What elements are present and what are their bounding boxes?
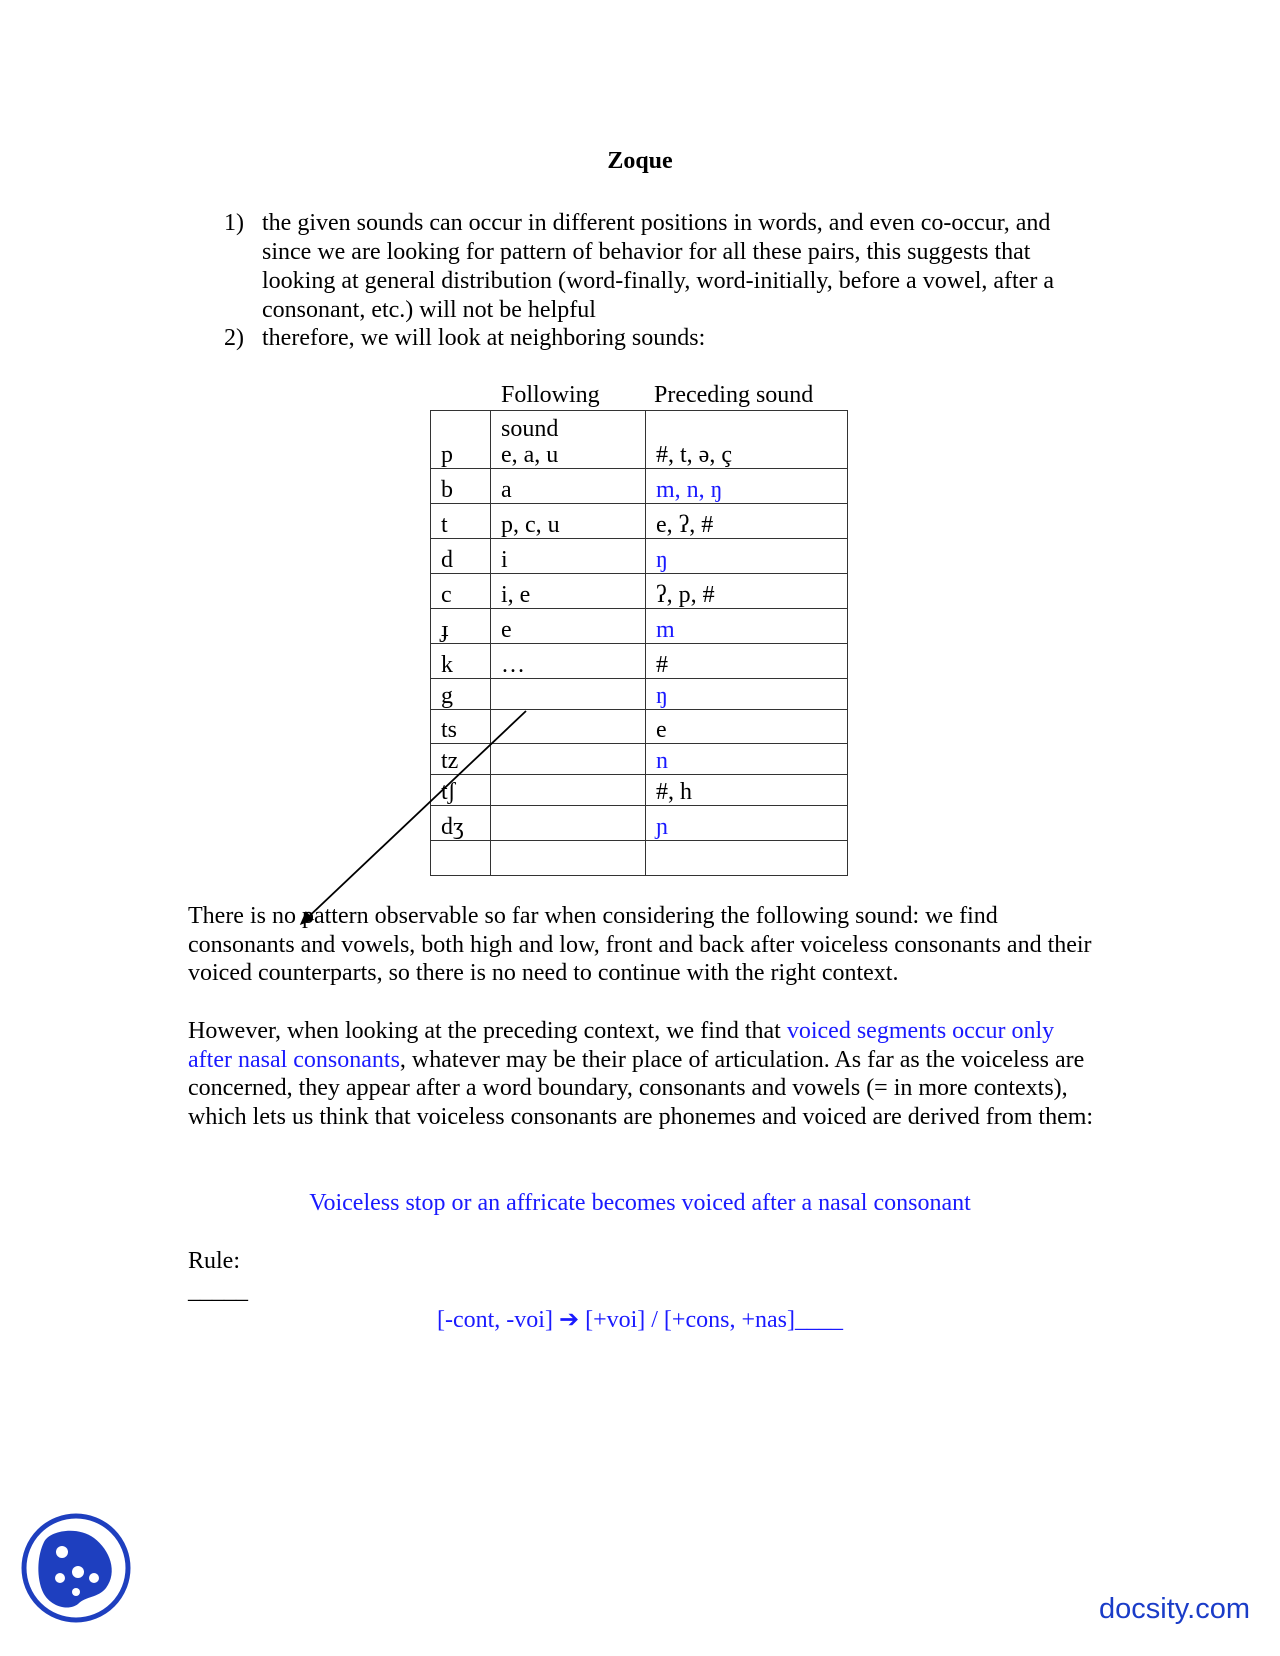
sound-cell: tz bbox=[431, 744, 491, 775]
page-title: Zoque bbox=[607, 148, 673, 174]
preceding-cell: ŋ bbox=[646, 539, 848, 574]
following-cell: e bbox=[491, 609, 646, 644]
following-header-continuation: sound bbox=[501, 416, 559, 442]
paragraph: There is no pattern observable so far when considering the following sound: we find consonants and vowels, both high and low, front and back after voiceless consonants and their voiced counterparts, so there is no need to continue with the right context. bbox=[188, 903, 1092, 986]
list-number: 1) bbox=[224, 210, 244, 236]
following-cell: … bbox=[491, 644, 646, 679]
arrow-icon: ➔ bbox=[558, 1307, 580, 1333]
sound-cell: t bbox=[431, 504, 491, 539]
preceding-cell: m bbox=[646, 609, 848, 644]
docsity-logo-icon[interactable] bbox=[20, 1512, 132, 1624]
paragraph-text: , whatever may be their place of articulation. As far as the voiceless are concerned, they appear after a word boundary, consonants and vowels (= in more contexts), which lets us think that voiceless consonants are phonemes and voiced are derived from them: bbox=[188, 1046, 1094, 1130]
sound-cell: ts bbox=[431, 710, 491, 744]
preceding-cell: # bbox=[646, 644, 848, 679]
sound-cell: ɟ bbox=[431, 609, 491, 644]
brand-link[interactable]: docsity.com bbox=[1099, 1593, 1250, 1625]
paragraph bbox=[188, 1017, 1098, 1131]
list-text: the given sounds can occur in different positions in words, and even co-occur, and since we are looking for pattern of behavior for all these pairs, this suggests that looking at general distribution (word-finally, word-initially, before a vowel, after a consonant, etc.) will not be helpful bbox=[262, 210, 1054, 323]
sound-cell: g bbox=[431, 679, 491, 710]
preceding-cell: #, t, ə, ç bbox=[646, 411, 848, 469]
following-cell: i bbox=[491, 539, 646, 574]
following-sound-header: Following bbox=[501, 382, 600, 408]
preceding-cell: ŋ bbox=[646, 679, 848, 710]
highlighted-text: voiced segments occur only after nasal consonants bbox=[188, 1018, 1055, 1073]
formula-rhs: [+voi] / [+cons, +nas]____ bbox=[585, 1307, 843, 1333]
sound-cell: p bbox=[431, 411, 491, 469]
sound-cell: tʃ bbox=[431, 775, 491, 806]
following-cell: a bbox=[491, 469, 646, 504]
sound-cell: dʒ bbox=[431, 806, 491, 841]
rule-statement: Voiceless stop or an affricate becomes voiced after a nasal consonant bbox=[309, 1190, 971, 1216]
rule-formula bbox=[0, 1305, 1280, 1334]
following-cell: i, e bbox=[491, 574, 646, 609]
formula-lhs: [-cont, -voi] bbox=[437, 1307, 553, 1333]
preceding-cell: e, ʔ, # bbox=[646, 504, 848, 539]
preceding-cell: ɲ bbox=[646, 806, 848, 841]
preceding-cell: m, n, ŋ bbox=[646, 469, 848, 504]
preceding-cell: #, h bbox=[646, 775, 848, 806]
sound-cell: b bbox=[431, 469, 491, 504]
preceding-cell: n bbox=[646, 744, 848, 775]
preceding-cell: ʔ, p, # bbox=[646, 574, 848, 609]
sound-cell: d bbox=[431, 539, 491, 574]
sound-cell: c bbox=[431, 574, 491, 609]
following-cell: p, c, u bbox=[491, 504, 646, 539]
following-value: e, a, u bbox=[501, 442, 559, 468]
preceding-sound-header: Preceding sound bbox=[654, 382, 814, 408]
list-number: 2) bbox=[224, 325, 244, 351]
list-text: therefore, we will look at neighboring sounds: bbox=[262, 325, 706, 351]
rule-blank: _____ bbox=[188, 1278, 248, 1304]
rule-label: Rule: bbox=[188, 1248, 240, 1274]
sound-cell: k bbox=[431, 644, 491, 679]
preceding-cell: e bbox=[646, 710, 848, 744]
paragraph-text: However, when looking at the preceding context, we find that bbox=[188, 1018, 787, 1044]
